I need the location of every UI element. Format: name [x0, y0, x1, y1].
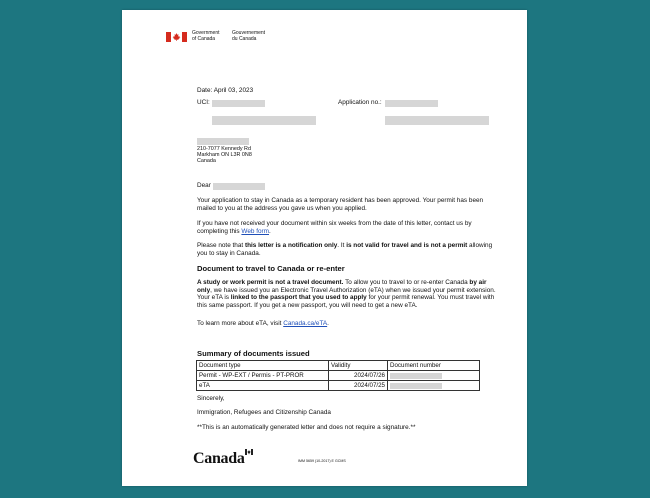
letter-page — [122, 10, 527, 486]
form-reference: IMM 5659 (10-2017) E GCMS — [298, 459, 346, 463]
redacted-uci — [212, 100, 265, 107]
redacted-field — [385, 116, 489, 125]
paragraph-not-received: If you have not received your document within six weeks from the date of this letter, contact us by completing this Web form. — [197, 220, 472, 235]
closing: Sincerely, — [197, 395, 225, 402]
validity-cell: 2024/07/26 — [329, 371, 388, 381]
paragraph-eta: A study or work permit is not a travel document. To allow you to travel to or re-enter Canada by air only, we have issued you an Electronic Travel Authorization (eTA) when we issued your permit extension. Your eTA is linked to the passport that you used to apply for your permit renewal. You must travel with this same passport. If you get a new passport, you will need to get a new eTA. — [197, 279, 496, 309]
documents-table — [196, 360, 480, 391]
column-header: Validity — [329, 361, 388, 371]
section-title-summary: Summary of documents issued — [197, 349, 310, 358]
document-type-cell: eTA — [197, 381, 329, 391]
validity-cell: 2024/07/25 — [329, 381, 388, 391]
table-header-row — [197, 361, 480, 371]
document-number-cell — [388, 381, 480, 391]
redacted-name — [213, 183, 265, 190]
redacted-name — [197, 138, 249, 145]
letter-date: Date: April 03, 2023 — [197, 87, 254, 94]
table-row — [197, 381, 480, 391]
gov-name-fr: Gouvernement du Canada — [232, 30, 266, 42]
mailing-address: 210-7077 Kennedy Rd Markham ON L3R 0N8 Canada — [197, 146, 252, 165]
auto-generated-note: **This is an automatically generated letter and does not require a signature.** — [197, 424, 416, 431]
gov-name-en: Government of Canada — [192, 30, 220, 42]
signatory: Immigration, Refugees and Citizenship Canada — [197, 409, 331, 416]
redacted-application-no — [385, 100, 438, 107]
document-type-cell: Permit - WP-EXT / Permis - PT-PROR — [197, 371, 329, 381]
salutation: Dear — [197, 182, 211, 189]
canada-wordmark: Canada — [193, 450, 245, 467]
document-number-cell — [388, 371, 480, 381]
column-header: Document number — [388, 361, 480, 371]
section-title-travel: Document to travel to Canada or re-enter — [197, 264, 345, 273]
paragraph-learn-more: To learn more about eTA, visit Canada.ca/eTA. — [197, 320, 329, 327]
eta-link[interactable]: Canada.ca/eTA — [283, 320, 328, 327]
paragraph-approved: Your application to stay in Canada as a temporary resident has been approved. Your permit has been mailed to you at the address you gave us when you applied. — [197, 197, 484, 212]
column-header: Document type — [197, 361, 329, 371]
canada-flag-icon — [166, 32, 187, 42]
table-row — [197, 371, 480, 381]
application-label: Application no.: — [338, 99, 382, 106]
redacted-field — [212, 116, 316, 125]
uci-label: UCI: — [197, 99, 210, 106]
web-form-link[interactable]: Web form — [241, 227, 269, 235]
wordmark-flag-icon — [245, 449, 253, 455]
paragraph-notification: Please note that this letter is a notification only. It is not valid for travel and is not a permit allowing you to stay in Canada. — [197, 242, 493, 257]
